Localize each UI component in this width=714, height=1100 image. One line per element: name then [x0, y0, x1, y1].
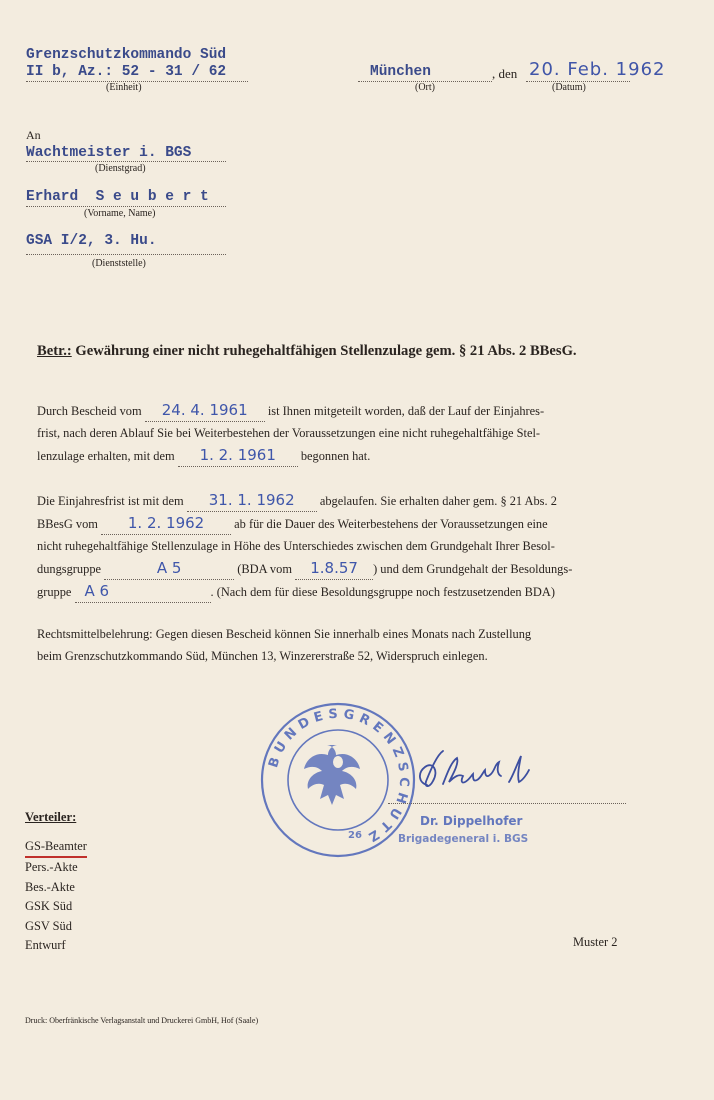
p2-line3: nicht ruhegehaltfähige Stellenzulage in Höhe des Unterschiedes zwischen dem Grundgehalt Ihrer Besol- [37, 539, 555, 553]
an-text: An [26, 128, 41, 142]
p2-text: dungsgruppe [37, 562, 102, 576]
p2-text: BBesG vom [37, 517, 98, 531]
p2-line5 [37, 580, 637, 603]
notice-date: 24. 4. 1961 [145, 399, 265, 422]
official-seal [258, 700, 418, 860]
subject-prefix: Betr.: [37, 343, 72, 359]
place-label: (Ort) [415, 82, 435, 93]
legal-line2: beim Grenzschutzkommando Süd, München 13, Winzererstraße 52, Widerspruch einlegen. [37, 649, 488, 663]
date-stamp: 20. Feb. 1962 [529, 59, 666, 80]
paragraph-legal-notice [37, 623, 637, 667]
handwritten-signature [405, 740, 545, 800]
p2-text: ab für die Dauer des Weiterbestehens der Voraussetzungen eine [234, 517, 548, 531]
distribution-item: Bes.-Akte [25, 879, 75, 894]
dienststelle-label: (Dienststelle) [92, 258, 146, 269]
distribution-item: GS-Beamter [25, 837, 87, 858]
date-label: (Datum) [552, 82, 586, 93]
signatory-name: Dr. Dippelhofer [420, 814, 523, 828]
recipient-name: Erhard S e u b e r t [26, 189, 209, 205]
end-date: 31. 1. 1962 [187, 489, 317, 512]
start-date: 1. 2. 1961 [178, 444, 298, 467]
subject-line [37, 343, 577, 360]
unit-recipient-line [26, 254, 226, 255]
rank-label: (Dienstgrad) [95, 163, 146, 174]
p1-text: ist Ihnen mitgeteilt worden, daß der Lauf der Einjahres- [267, 404, 545, 418]
legal-line1: Rechtsmittelbelehrung: Gegen diesen Bescheid können Sie innerhalb eines Monats nach Zustellung [37, 627, 532, 641]
name-label: (Vorname, Name) [84, 208, 156, 219]
name-line [26, 206, 226, 207]
signatory-title: Brigadegeneral i. BGS [398, 833, 529, 845]
p1-text: lenzulage erhalten, mit dem [37, 449, 175, 463]
unit-label: (Einheit) [106, 82, 142, 93]
p2-text: gruppe [37, 585, 72, 599]
p1-text: Durch Bescheid vom [37, 404, 142, 418]
p2-line4 [37, 557, 637, 580]
paragraph-1 [37, 399, 637, 467]
form-number: Muster 2 [573, 935, 618, 949]
seal-number: 26 [348, 830, 362, 841]
distribution-item: GSK Süd [25, 899, 73, 914]
distribution-heading: Verteiler: [25, 810, 77, 824]
bda-date: 1.8.57 [295, 557, 373, 580]
printer-imprint: Druck: Oberfränkische Verlagsanstalt und Druckerei GmbH, Hof (Saale) [25, 1016, 259, 1025]
p1-line1 [37, 399, 637, 422]
recipient-rank: Wachtmeister i. BGS [26, 145, 192, 161]
reference-number: II b, Az.: 52 - 31 / 62 [26, 64, 227, 80]
seal-ring-text: BUNDESGRENZSCHUTZ [266, 706, 412, 847]
p1-text: begonnen hat. [300, 449, 371, 463]
p2-line1 [37, 489, 637, 512]
effective-date: 1. 2. 1962 [101, 512, 231, 535]
subject-text: Gewährung einer nicht ruhegehaltfähigen Stellenzulage gem. § 21 Abs. 2 BBesG. [75, 343, 577, 359]
rank-line [26, 161, 226, 162]
sender-command: Grenzschutzkommando Süd [26, 47, 227, 63]
distribution-list [25, 837, 87, 955]
p2-line2 [37, 512, 637, 535]
place-value: München [370, 64, 431, 80]
p2-text: . (Nach dem für diese Besoldungsgruppe noch festzusetzenden BDA) [210, 585, 555, 599]
paragraph-2 [37, 489, 637, 603]
pay-grade-target: A 6 [75, 580, 211, 603]
eagle-emblem [304, 745, 360, 805]
signature-line [388, 803, 626, 804]
distribution-item: GSV Süd [25, 918, 72, 933]
p2-text: ) und dem Grundgehalt der Besoldungs- [373, 562, 573, 576]
distribution-item: Pers.-Akte [25, 860, 78, 875]
pay-grade-current: A 5 [104, 557, 234, 580]
den-text: , den [492, 66, 518, 81]
p1-line3 [37, 444, 637, 467]
p2-text: abgelaufen. Sie erhalten daher gem. § 21 Abs. 2 [319, 494, 557, 508]
recipient-unit: GSA I/2, 3. Hu. [26, 233, 157, 249]
p1-line2: frist, nach deren Ablauf Sie bei Weiterbestehen der Voraussetzungen eine nicht ruhegehaltfähige Stel- [37, 426, 541, 440]
distribution-item: Entwurf [25, 938, 66, 953]
p2-text: (BDA vom [237, 562, 292, 576]
p2-text: Die Einjahresfrist ist mit dem [37, 494, 184, 508]
